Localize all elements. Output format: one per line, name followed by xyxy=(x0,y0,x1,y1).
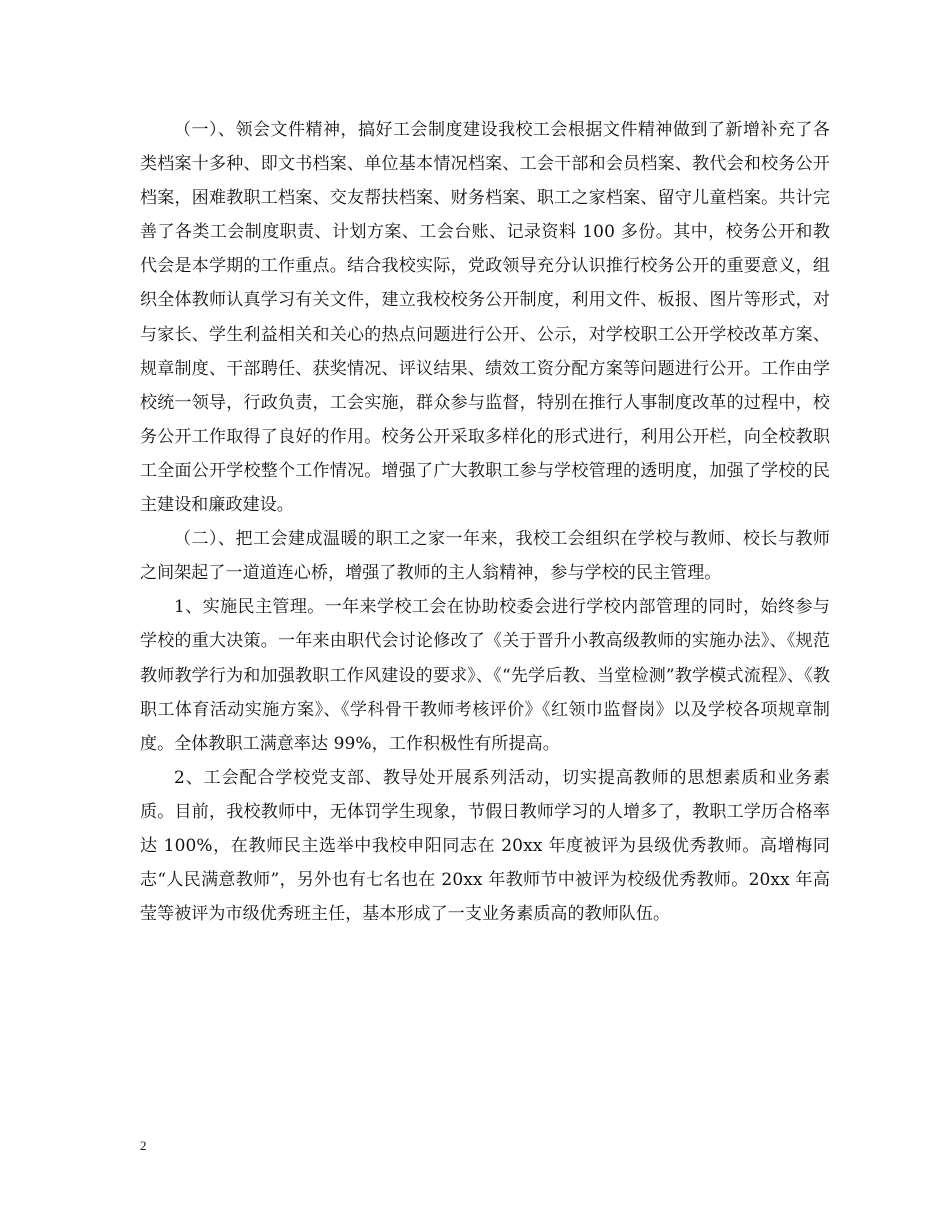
paragraph-section-one: （一）、领会文件精神，搞好工会制度建设我校工会根据文件精神做到了新增补充了各类档案十多种、即文书档案、单位基本情况档案、工会干部和会员档案、教代会和校务公开档案，困难教职工档案、交友帮扶档案、财务档案、职工之家档案、留守儿童档案。共计完善了各类工会制度职责、计划方案、工会台账、记录资料 100 多份。其中，校务公开和教代会是本学期的工作重点。结合我校实际，党政领导充分认识推行校务公开的重要意义，组织全体教师认真学习有关文件，建立我校校务公开制度，利用文件、板报、图片等形式，对与家长、学生利益相关和关心的热点问题进行公开、公示，对学校职工公开学校改革方案、规章制度、干部聘任、获奖情况、评议结果、绩效工资分配方案等问题进行公开。工作由学校统一领导，行政负责，工会实施，群众参与监督，特别在推行人事制度改革的过程中，校务公开工作取得了良好的作用。校务公开采取多样化的形式进行，利用公开栏，向全校教职工全面公开学校整个工作情况。增强了广大教职工参与学校管理的透明度，加强了学校的民主建设和廉政建设。 xyxy=(140,120,830,516)
paragraph-section-two: （二）、把工会建成温暖的职工之家一年来，我校工会组织在学校与教师、校长与教师之间架起了一道道连心桥，增强了教师的主人翁精神，参与学校的民主管理。 xyxy=(140,529,830,584)
body-text xyxy=(140,113,830,931)
paragraph-teacher-quality: 2、工会配合学校党支部、教导处开展系列活动，切实提高教师的思想素质和业务素质。目前，我校教师中，无体罚学生现象，节假日教师学习的人增多了，教职工学历合格率达 100%，在教师民主选举中我校申阳同志在 20xx 年度被评为县级优秀教师。高增梅同志“人民满意教师”，另外也有七名也在 20xx 年教师节中被评为校级优秀教师。20xx 年高莹等被评为市级优秀班主任，基本形成了一支业务素质高的教师队伍。 xyxy=(140,767,830,925)
paragraph-democratic-management: 1、实施民主管理。一年来学校工会在协助校委会进行学校内部管理的同时，始终参与学校的重大决策。一年来由职代会讨论修改了《关于晋升小教高级教师的实施办法》、《规范教师教学行为和加强教职工作风建设的要求》、《“先学后教、当堂检测”教学模式流程》、《教职工体育活动实施方案》、《学科骨干教师考核评价》《红领巾监督岗》以及学校各项规章制度。全体教职工满意率达 99%，工作积极性有所提高。 xyxy=(140,597,830,754)
page-number: 2 xyxy=(140,1138,147,1153)
